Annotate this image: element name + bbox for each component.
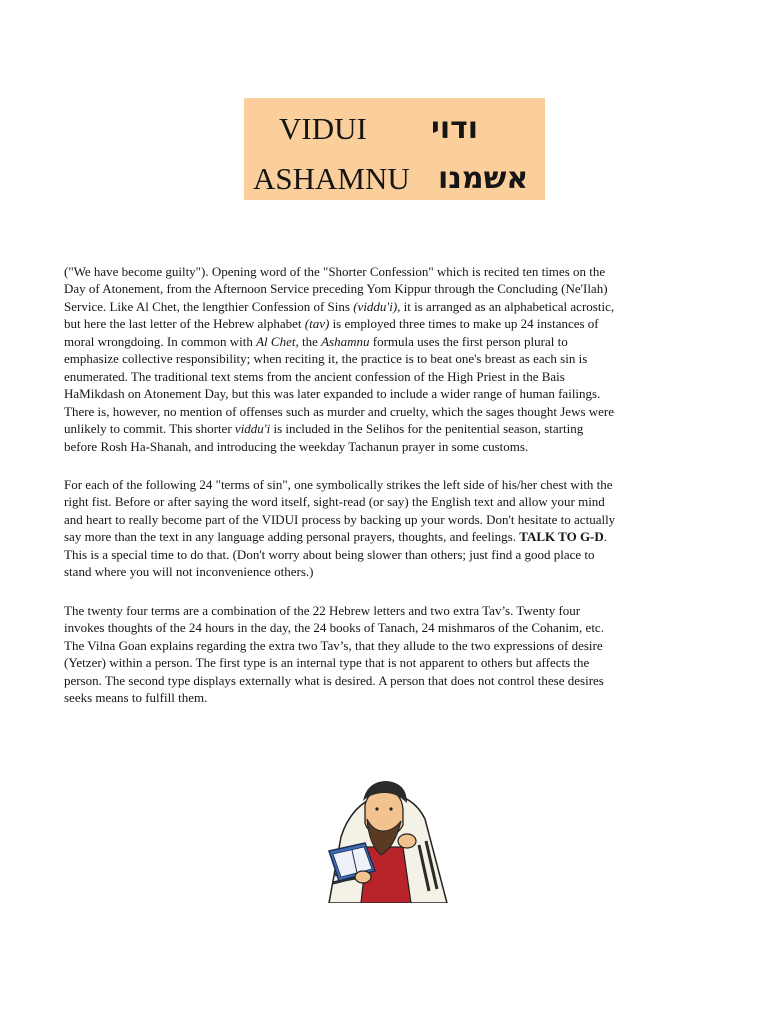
praying-man-with-tallit-and-book-icon <box>307 775 465 903</box>
text-line: There is, however, no mention of offenses such as murder and cruelty, which the sages thought Jews were <box>64 403 615 419</box>
text-run: formula uses the first person plural to <box>369 333 568 349</box>
text-run: unlikely to commit. This shorter <box>64 421 235 437</box>
text-line: stand where you will not inconvenience others.) <box>64 564 314 580</box>
text-run: moral wrongdoing. In common with <box>64 333 257 349</box>
praying-man-illustration <box>307 775 465 903</box>
text-line: Day of Atonement, from the Afternoon Service preceding Yom Kippur through the Concluding (Ne'Ilah) <box>64 281 608 297</box>
text-line: This is a special time to do that. (Don't worry about being slower than others; just find a good place to <box>64 546 595 562</box>
text-line: invokes thoughts of the 24 hours in the day, the 24 books of Tanach, 24 mishmaros of the Cohanim, etc. <box>64 620 604 636</box>
text-line: The Vilna Goan explains regarding the extra two Tav’s, that they allude to the two expressions of desire <box>64 637 603 653</box>
text-line <box>64 298 704 315</box>
text-run: Service. Like Al Chet, the lengthier Confession of Sins <box>64 298 354 314</box>
title-row-ashamnu <box>244 154 545 204</box>
text-line <box>64 333 704 350</box>
title-box <box>244 98 545 200</box>
text-line: HaMikdash on Atonement Day, but this was later expanded to include a wider range of human failings. <box>64 386 601 402</box>
text-line: The twenty four terms are a combination of the 22 Hebrew letters and two extra Tav’s. Twenty four <box>64 603 581 618</box>
text-run: . <box>603 529 608 545</box>
paragraph-introduction <box>64 263 704 455</box>
italic-term: viddu'i <box>234 421 271 437</box>
text-line: emphasize collective responsibility; when reciting it, the practice is to beat one's breast as each sin is <box>64 351 588 367</box>
title-hebrew-vidui: ודוי <box>431 111 479 146</box>
text-line <box>64 528 704 545</box>
text-line: enumerated. The traditional text stems from the ancient confession of the High Priest in the Bais <box>64 368 565 384</box>
italic-term: Al Chet <box>256 333 296 349</box>
text-run: , the <box>295 333 322 349</box>
italic-term: Ashamnu <box>321 333 370 349</box>
text-line: before Rosh Ha-Shanah, and introducing the weekday Tachanun prayer in some customs. <box>64 438 529 454</box>
text-line: (Yetzer) within a person. The first type is an internal type that is not apparent to others but affects the <box>64 655 590 671</box>
text-line <box>64 420 704 437</box>
text-line <box>64 315 704 332</box>
italic-term: (tav) <box>304 316 330 332</box>
text-run: say more than the text in any language adding personal prayers, thoughts, and feelings. <box>64 529 520 545</box>
text-run: is included in the Selihos for the penitential season, starting <box>270 421 584 437</box>
text-run: is employed three times to make up 24 instances of <box>329 316 599 332</box>
title-hebrew-ashamnu: אשמנו <box>438 161 529 196</box>
text-line: and heart to really become part of the VIDUI process by backing up your words. Don't hesitate to actually <box>64 511 616 527</box>
title-row-vidui <box>244 104 545 154</box>
text-line: ("We have become guilty"). Opening word of the "Shorter Confession" which is recited ten times on the <box>64 264 606 279</box>
title-english-ashamnu: ASHAMNU <box>253 161 410 196</box>
paragraph-twenty-four-terms <box>64 602 704 707</box>
text-run: but here the last letter of the Hebrew alphabet <box>64 316 305 332</box>
paragraph-instructions <box>64 476 704 581</box>
italic-term: (viddu'i), <box>353 298 401 314</box>
title-english-vidui: VIDUI <box>279 111 367 146</box>
text-line: right fist. Before or after saying the word itself, sight-read (or say) the English text and allow your mind <box>64 494 605 510</box>
text-line: person. The second type displays externally what is desired. A person that does not control these desires <box>64 672 604 688</box>
text-line: seeks means to fulfill them. <box>64 690 208 706</box>
bold-callout: TALK TO G-D <box>519 529 604 545</box>
text-run: it is arranged as an alphabetical acrostic, <box>400 298 615 314</box>
text-line: For each of the following 24 "terms of sin", one symbolically strikes the left side of his/her chest with the <box>64 477 613 492</box>
